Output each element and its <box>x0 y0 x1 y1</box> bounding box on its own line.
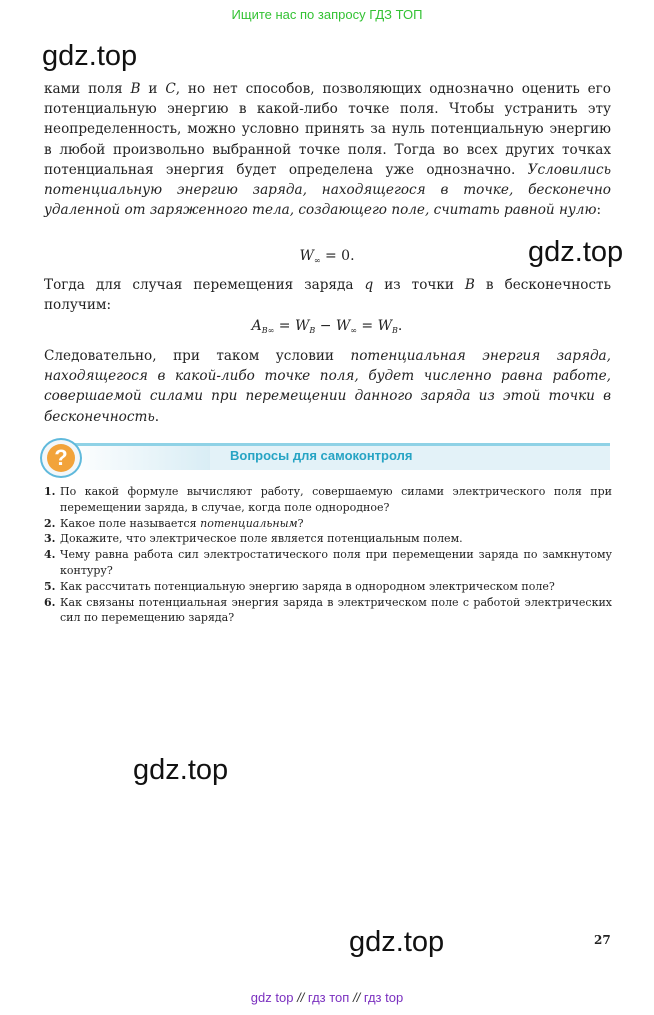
list-item: 1. По какой формуле вычисляют работу, совершаемую силами электрического поля при перемещении заряда, в случае, когда поле однородное? <box>44 485 612 514</box>
formula-w-infinity: $W_\infty = 0$. <box>299 248 355 265</box>
list-item: 5. Как рассчитать потенциальную энергию заряда в однородном электрическом поле? <box>44 579 555 593</box>
watermark: gdz.top <box>133 754 229 786</box>
questions-list <box>44 484 612 626</box>
formula-work: $A_{B\infty} = W_B - W_\infty = W_B$. <box>251 318 403 335</box>
footer-separator: // <box>352 990 361 1005</box>
watermark: gdz.top <box>42 40 138 72</box>
list-item: 2. Какое поле называется потенциальным? <box>44 516 304 530</box>
list-item: 3. Докажите, что электрическое поле является потенциальным полем. <box>44 532 463 546</box>
page-number: 27 <box>594 933 611 947</box>
questions-header <box>40 438 612 476</box>
questions-title: Вопросы для самоконтроля <box>230 448 413 463</box>
top-banner[interactable]: Ищите нас по запросу ГДЗ ТОП <box>231 7 423 22</box>
header-stripe <box>66 446 210 470</box>
paragraph-2: Тогда для случая перемещения заряда q из точки B в бесконечность получим: <box>44 277 611 314</box>
footer-link[interactable]: gdz top <box>250 990 294 1005</box>
list-item: 4. Чему равна работа сил электростатического поля при перемещении заряда по замкнутому контуру? <box>44 548 612 577</box>
watermark: gdz.top <box>349 926 445 958</box>
watermark: gdz.top <box>528 236 624 268</box>
paragraph-3: Следовательно, при таком условии потенциальная энергия заряда, находящегося в какой-либо точке поля, будет численно равна работе, совершаемой силами при перемещении данного заряда из этой точки в бесконечность. <box>44 348 611 425</box>
list-item: 6. Как связаны потенциальная энергия заряда в электрическом поле с работой электрических сил по перемещению заряда? <box>44 595 612 625</box>
question-mark-icon: ? <box>40 438 82 478</box>
footer-separator: // <box>297 990 305 1005</box>
footer-link[interactable]: гдз топ <box>307 990 350 1005</box>
paragraph-1: ками поля B и C, но нет способов, позволяющих однозначно оценить его потенциальную энергию в какой-либо точке поля. Чтобы устранить эту неопределенность, можно условно принять за нуль потенциальную энергию в любой произвольно выбранной точке поля. Тогда во всех других точках потенциальная энергия будет определена уже однозначно. Условились потенциальную энергию заряда, находящегося в точке, бесконечно удаленной от заряженного тела, создающего поле, считать равной нулю: <box>44 81 611 219</box>
footer-links <box>0 990 654 1005</box>
footer-link[interactable]: гдз top <box>363 990 404 1005</box>
